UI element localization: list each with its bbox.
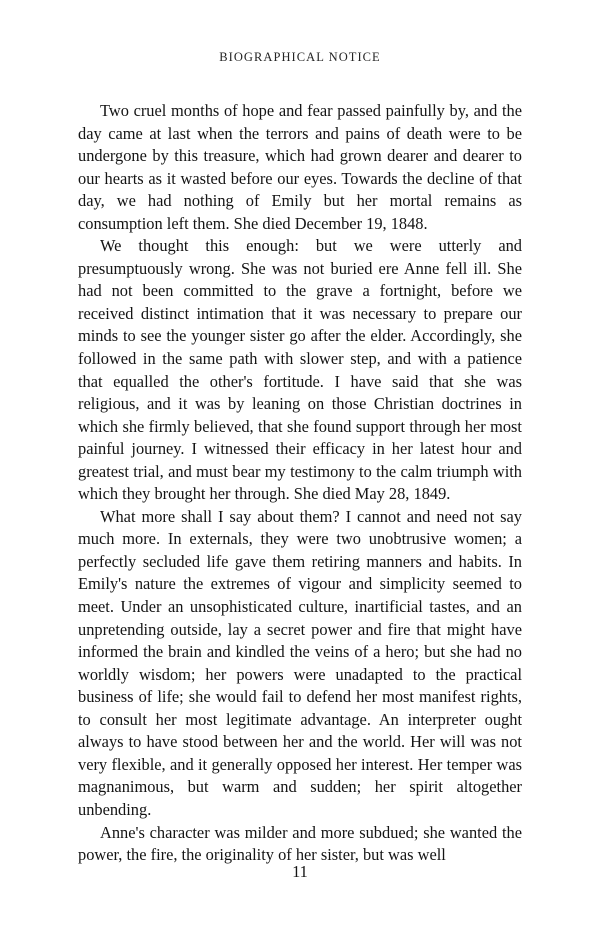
page-number: 11 xyxy=(292,862,308,881)
body-text xyxy=(78,100,522,867)
paragraph: We thought this enough: but we were utterly and presumptuously wrong. She was not buried ere Anne fell ill. She had not been committed to the grave a fortnight, before we received distinct intimation that it was necessary to prepare our minds to see the younger sister go after the elder. Accordingly, she followed in the same path with slower step, and with a patience that equalled the other's fortitude. I have said that she was religious, and it was by leaning on those Christian doctrines in which she firmly believed, that she found support through her most painful journey. I witnessed their efficacy in her latest hour and greatest trial, and must bear my testimony to the calm triumph with which they brought her through. She died May 28, 1849. xyxy=(78,236,522,504)
paragraph: Anne's character was milder and more subdued; she wanted the power, the fire, the originality of her sister, but was well xyxy=(78,822,522,865)
paragraph: What more shall I say about them? I cannot and need not say much more. In externals, they were two unobtrusive women; a perfectly secluded life gave them retiring manners and habits. In Emily's nature the extremes of vigour and simplicity seemed to meet. Under an unsophisticated culture, inartificial tastes, and an unpretending outside, lay a secret power and fire that might have informed the brain and kindled the veins of a hero; but she had no worldly wisdom; her powers were unadapted to the practical business of life; she would fail to defend her most manifest rights, to consult her most legitimate advantage. An interpreter ought always to have stood between her and the world. Her will was not very flexible, and it generally opposed her interest. Her temper was magnanimous, but warm and sudden; her spirit altogether unbending. xyxy=(78,506,522,819)
paragraph: Two cruel months of hope and fear passed painfully by, and the day came at last when the terrors and pains of death were to be undergone by this treasure, which had grown dearer and dearer to our hearts as it wasted before our eyes. Towards the decline of that day, we had nothing of Emily but her mortal remains as consumption left them. She died December 19, 1848. xyxy=(78,101,522,233)
running-head: BIOGRAPHICAL NOTICE xyxy=(219,50,381,64)
